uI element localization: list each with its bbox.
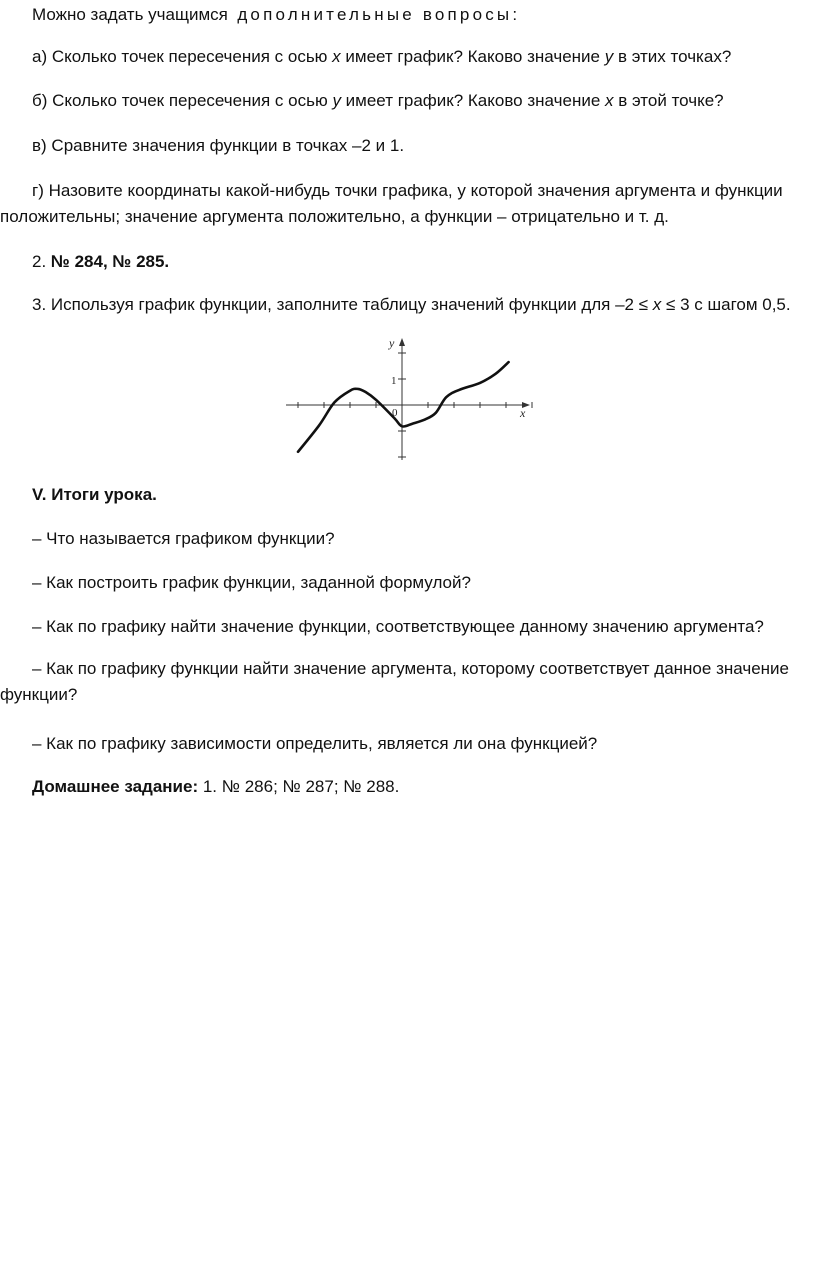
summary-q4: – Как по графику функции найти значение аргумента, которому соответствует данное значение функции? <box>0 659 789 704</box>
y-axis-label: y <box>389 336 395 350</box>
question-a-text-3: в этих точках? <box>613 47 732 66</box>
question-a-text-2: имеет график? Каково значение <box>340 47 605 66</box>
intro-spaced: дополнительные вопросы: <box>237 5 521 24</box>
question-b-var-2: x <box>605 91 614 110</box>
summary-q3: – Как по графику найти значение функции, соответствующее данному значению аргумента? <box>32 617 764 636</box>
task-3 <box>32 294 816 316</box>
x-axis-label: x <box>520 406 526 420</box>
summary-heading-text: V. Итоги урока. <box>32 485 157 504</box>
question-b-var-1: y <box>332 91 341 110</box>
question-a-var-1: x <box>332 47 341 66</box>
question-d: г) Назовите координаты какой-нибудь точки графика, у которой значения аргумента и функции положительны; значение аргумента положительно, а функции – отрицательно и т. д. <box>0 181 783 226</box>
origin-label: 0 <box>392 407 398 419</box>
question-a-text-1: а) Сколько точек пересечения с осью <box>32 47 333 66</box>
homework-label: Домашнее задание: <box>32 777 199 796</box>
task-3-text-1: 3. Используя график функции, заполните таблицу значений функции для –2 ≤ <box>32 295 653 314</box>
intro-line <box>32 4 816 26</box>
y-axis-arrow <box>399 338 405 346</box>
y-tick-label-1: 1 <box>391 375 397 387</box>
task-2 <box>32 251 816 273</box>
task-3-var: x <box>652 295 662 314</box>
question-b-text-2: имеет график? Каково значение <box>340 91 606 110</box>
question-b-text-1: б) Сколько точек пересечения с осью <box>32 91 333 110</box>
summary-q5: – Как по графику зависимости определить, является ли она функцией? <box>32 734 598 753</box>
summary-heading <box>32 484 816 506</box>
homework <box>32 776 816 798</box>
summary-q1: – Что называется графиком функции? <box>32 529 335 548</box>
task-2-exercises: № 284, № 285. <box>50 252 170 271</box>
function-graph <box>284 336 534 464</box>
summary-q2: – Как построить график функции, заданной формулой? <box>32 573 471 592</box>
homework-text: 1. № 286; № 287; № 288. <box>198 777 400 796</box>
intro-lead: Можно задать учащимся <box>32 5 228 24</box>
task-3-text-2: ≤ 3 с шагом 0,5. <box>661 295 791 314</box>
task-2-number: 2. <box>32 252 51 271</box>
function-curve <box>298 362 509 452</box>
question-c: в) Сравните значения функции в точках –2 и 1. <box>32 136 405 155</box>
question-b <box>32 90 816 112</box>
question-b-text-3: в этой точке? <box>613 91 724 110</box>
question-a <box>32 46 816 68</box>
question-a-var-2: y <box>604 47 614 66</box>
